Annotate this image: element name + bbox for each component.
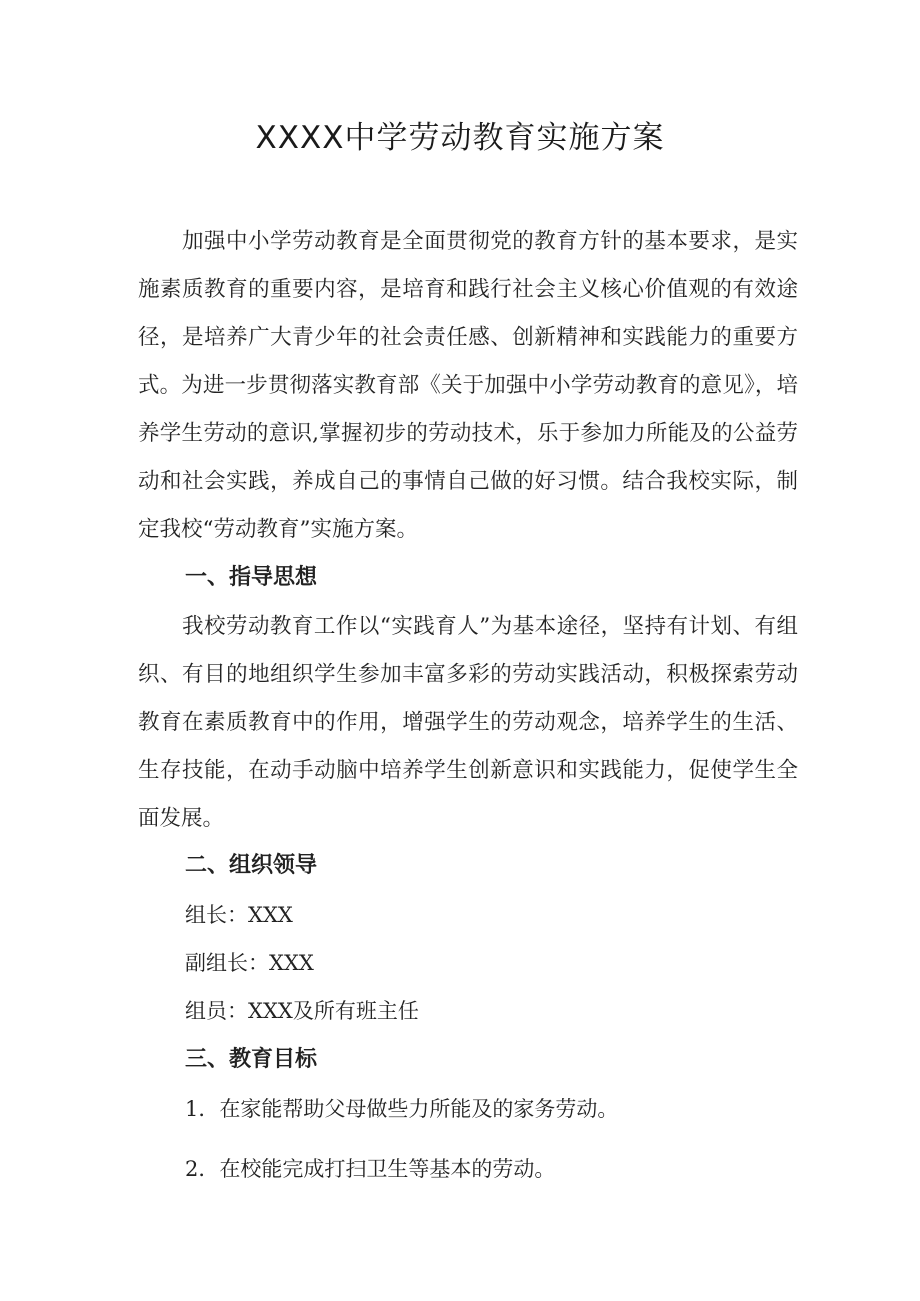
deputy-leader-line: 副组长：XXX bbox=[185, 951, 314, 975]
section-heading-organization: 二、组织领导 bbox=[185, 853, 318, 878]
goal-item-2: 2．在校能完成打扫卫生等基本的劳动。 bbox=[185, 1157, 556, 1181]
section-heading-education-goals: 三、教育目标 bbox=[185, 1047, 318, 1072]
document-title: XXXX中学劳动教育实施方案 bbox=[255, 120, 665, 156]
team-leader-line: 组长：XXX bbox=[185, 903, 293, 927]
guiding-ideology-paragraph: 我校劳动教育工作以“实践育人”为基本途径，坚持有计划、有组织、有目的地组织学生参加丰富多彩的劳动实践活动，积极探索劳动教育在素质教育中的作用，增强学生的劳动观念，培养学生的生活、生存技能，在动手动脑中培养学生创新意识和实践能力，促使学生全面发展。 bbox=[138, 614, 798, 831]
goal-item-1: 1．在家能帮助父母做些力所能及的家务劳动。 bbox=[185, 1097, 619, 1121]
section-heading-guiding-ideology: 一、指导思想 bbox=[185, 565, 318, 590]
team-members-line: 组员：XXX及所有班主任 bbox=[185, 999, 419, 1023]
intro-paragraph: 加强中小学劳动教育是全面贯彻党的教育方针的基本要求，是实施素质教育的重要内容，是培育和践行社会主义核心价值观的有效途径，是培养广大青少年的社会责任感、创新精神和实践能力的重要方式。为进一步贯彻落实教育部《关于加强中小学劳动教育的意见》，培养学生劳动的意识,掌握初步的劳动技术，乐于参加力所能及的公益劳动和社会实践，养成自己的事情自己做的好习惯。结合我校实际，制定我校“劳动教育”实施方案。 bbox=[138, 229, 798, 542]
